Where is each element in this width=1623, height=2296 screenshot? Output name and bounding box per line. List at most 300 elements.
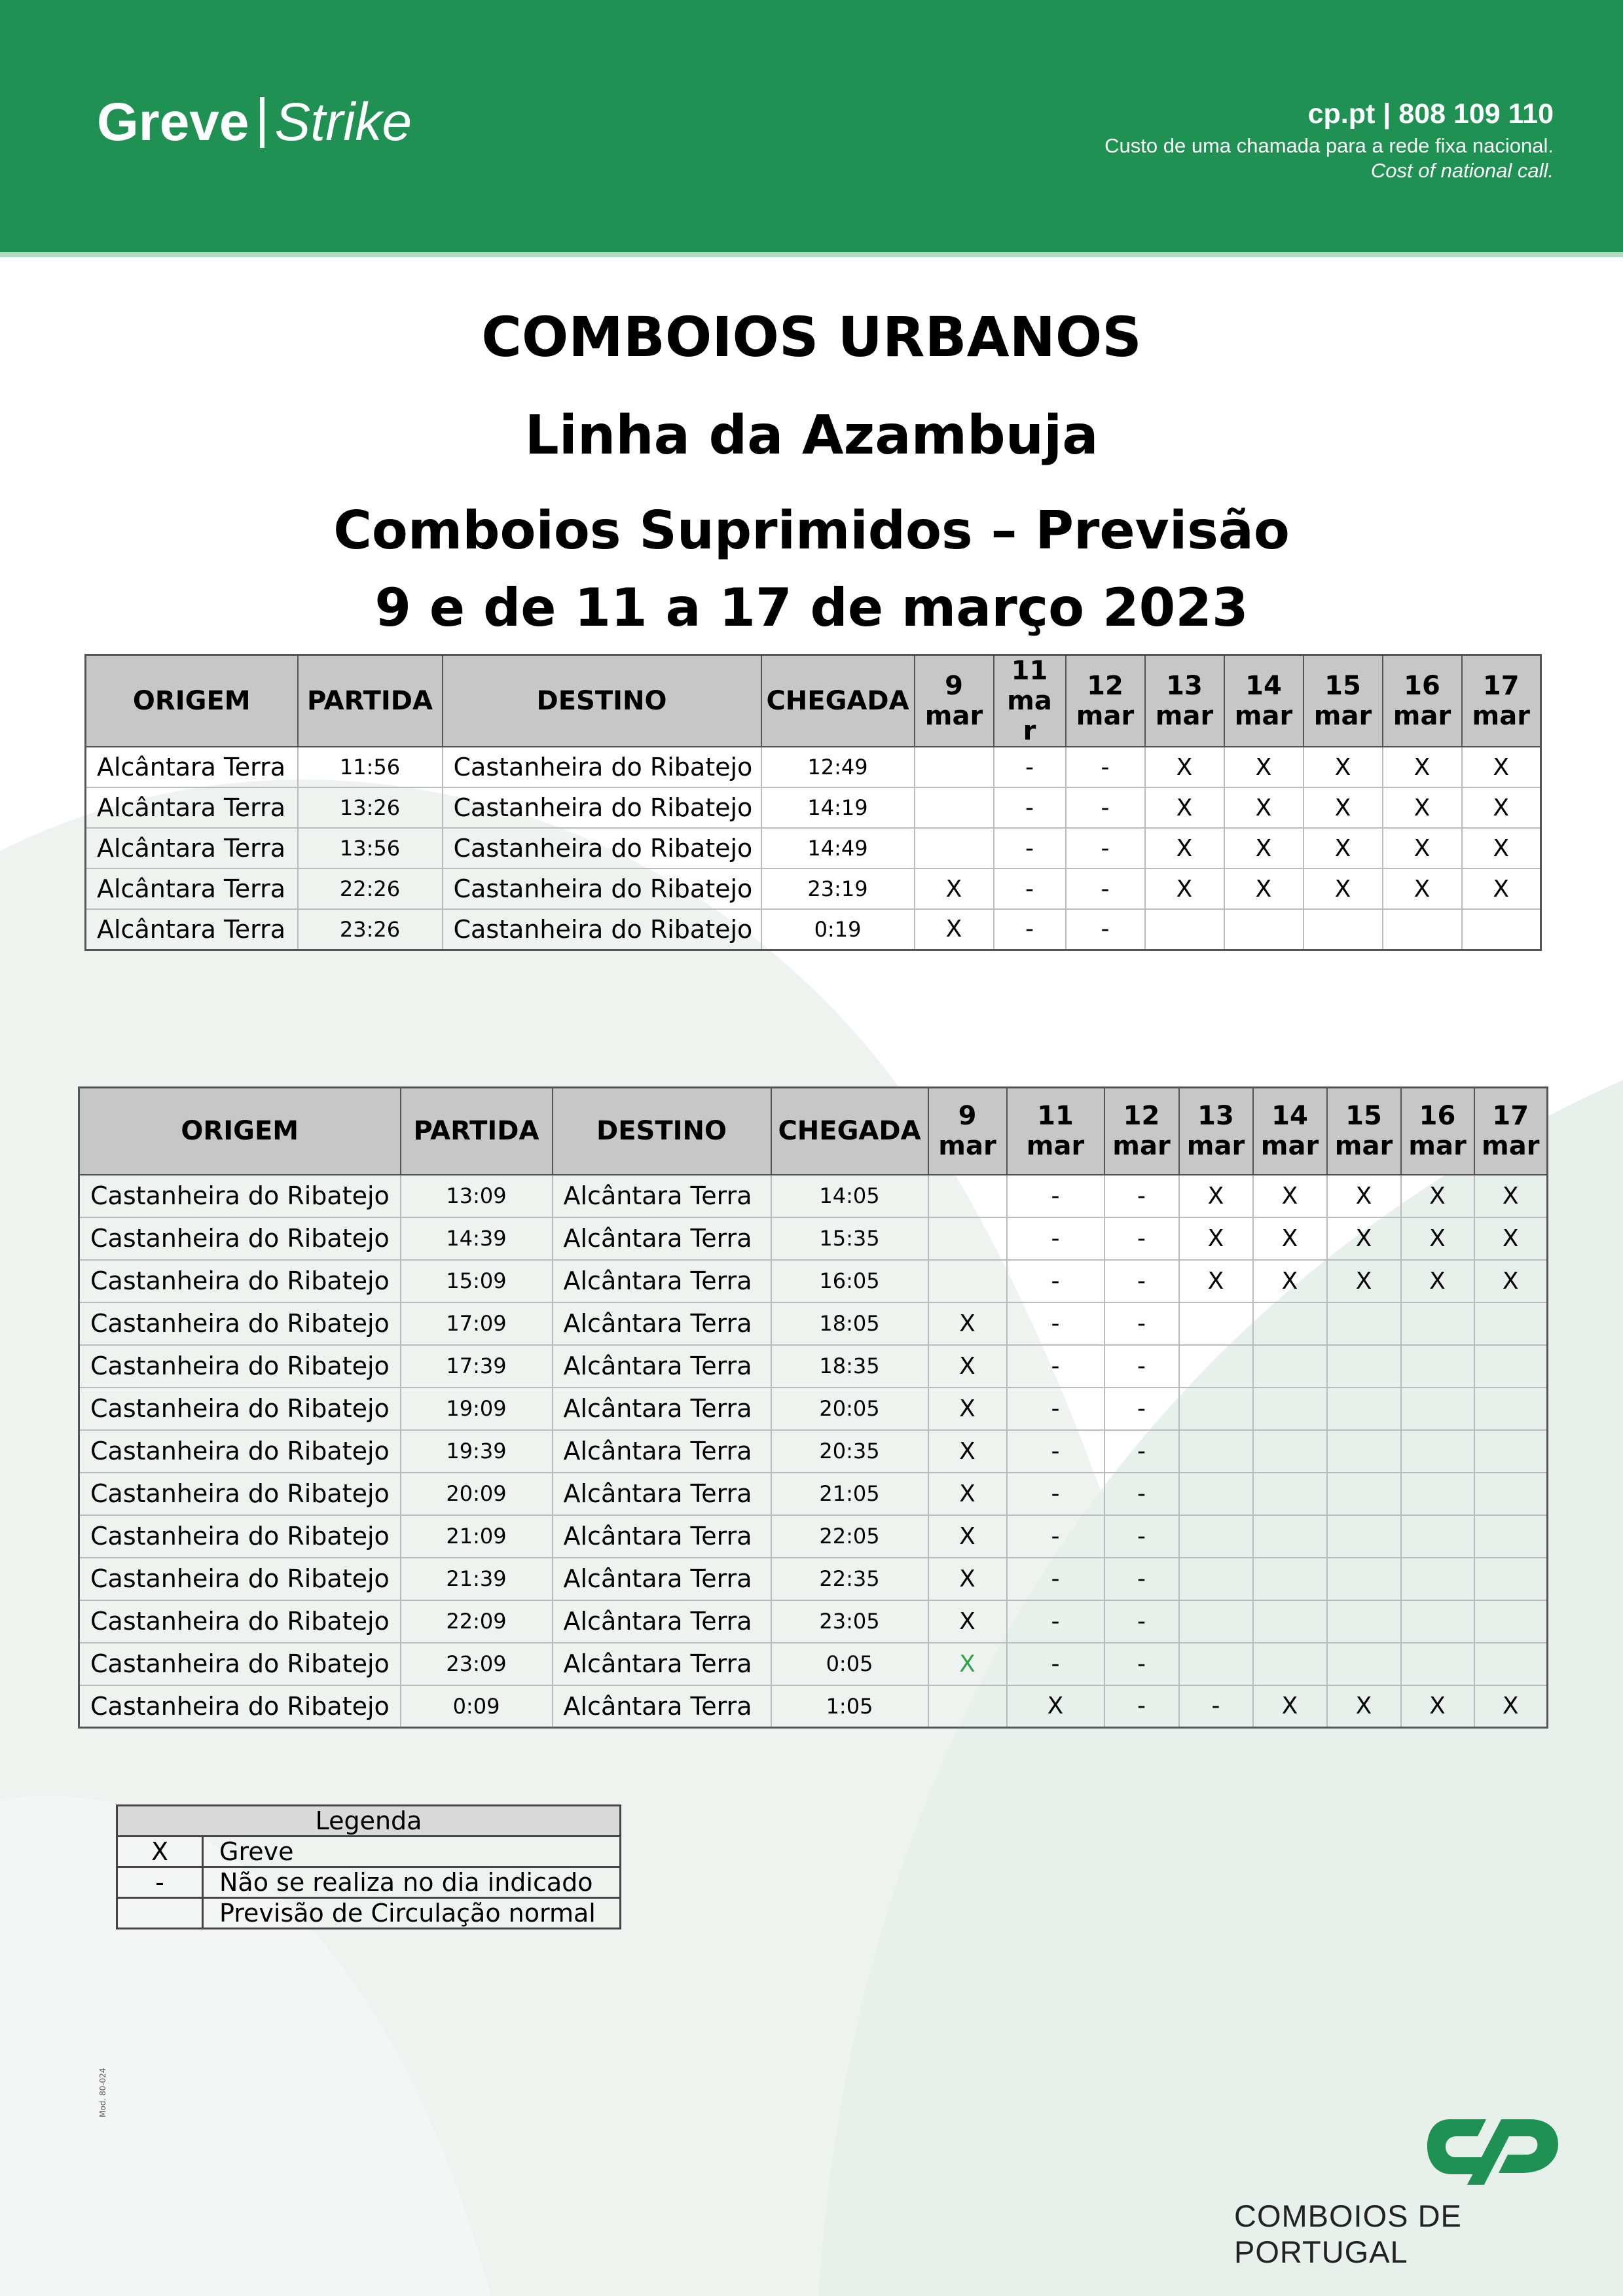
brand-separator bbox=[260, 97, 264, 148]
header-day bbox=[1007, 1088, 1104, 1175]
day-status-cell bbox=[1253, 1643, 1327, 1685]
day-status-cell: - bbox=[1104, 1175, 1179, 1217]
departure-cell: 13:26 bbox=[298, 787, 443, 828]
day-status-cell: X bbox=[1327, 1685, 1401, 1728]
legend-row bbox=[117, 1837, 621, 1867]
day-status-cell: X bbox=[1401, 1217, 1474, 1260]
day-status-cell: - bbox=[1066, 828, 1145, 869]
day-month: mar bbox=[1076, 701, 1135, 731]
legend-symbol: X bbox=[117, 1837, 203, 1867]
header-destino: DESTINO bbox=[443, 655, 761, 747]
arrival-cell: 20:05 bbox=[771, 1388, 928, 1430]
day-status-cell: X bbox=[1401, 1260, 1474, 1302]
day-status-cell: X bbox=[1007, 1685, 1104, 1728]
day-month: mar bbox=[1026, 1131, 1085, 1162]
day-status-cell bbox=[928, 1260, 1007, 1302]
day-status-cell: - bbox=[1179, 1685, 1253, 1728]
table-row bbox=[79, 1302, 1548, 1345]
destination-cell: Alcântara Terra bbox=[553, 1643, 771, 1685]
day-status-cell: - bbox=[1007, 1175, 1104, 1217]
day-number: 15 bbox=[1345, 1101, 1382, 1132]
table-row bbox=[86, 909, 1541, 950]
origin-cell: Castanheira do Ribatejo bbox=[79, 1217, 401, 1260]
day-status-cell: - bbox=[1066, 787, 1145, 828]
day-status-cell bbox=[1327, 1515, 1401, 1558]
arrival-cell: 21:05 bbox=[771, 1473, 928, 1515]
day-status-cell bbox=[1327, 1473, 1401, 1515]
day-status-cell: - bbox=[1007, 1430, 1104, 1473]
day-month-wrap: r bbox=[1023, 716, 1036, 746]
origin-cell: Alcântara Terra bbox=[86, 828, 298, 869]
arrival-cell: 16:05 bbox=[771, 1260, 928, 1302]
day-status-cell: X bbox=[1462, 869, 1541, 909]
table-row bbox=[79, 1217, 1548, 1260]
day-status-cell: - bbox=[994, 869, 1066, 909]
origin-cell: Castanheira do Ribatejo bbox=[79, 1558, 401, 1600]
origin-cell: Castanheira do Ribatejo bbox=[79, 1175, 401, 1217]
table-row bbox=[79, 1685, 1548, 1728]
legend-row bbox=[117, 1898, 621, 1929]
header-chegada: CHEGADA bbox=[761, 655, 915, 747]
day-status-cell: X bbox=[1401, 1685, 1474, 1728]
day-status-cell bbox=[928, 1175, 1007, 1217]
arrival-cell: 15:35 bbox=[771, 1217, 928, 1260]
destination-cell: Alcântara Terra bbox=[553, 1558, 771, 1600]
day-status-cell bbox=[1327, 1430, 1401, 1473]
cp-logo-icon bbox=[1424, 2114, 1561, 2186]
day-status-cell: X bbox=[1462, 828, 1541, 869]
day-month: mar bbox=[1112, 1131, 1171, 1162]
day-number: 13 bbox=[1166, 671, 1203, 701]
day-status-cell: X bbox=[928, 1302, 1007, 1345]
day-month: mar bbox=[1260, 1131, 1319, 1162]
day-status-cell bbox=[1474, 1643, 1548, 1685]
day-status-cell: - bbox=[1104, 1217, 1179, 1260]
day-status-cell bbox=[1327, 1388, 1401, 1430]
day-month: mar bbox=[1186, 1131, 1245, 1162]
table-row bbox=[79, 1600, 1548, 1643]
origin-cell: Alcântara Terra bbox=[86, 747, 298, 787]
day-status-cell: X bbox=[1145, 828, 1224, 869]
origin-cell: Castanheira do Ribatejo bbox=[79, 1260, 401, 1302]
table-row bbox=[79, 1643, 1548, 1685]
day-status-cell: X bbox=[1327, 1260, 1401, 1302]
day-number: 9 bbox=[945, 671, 963, 701]
destination-cell: Alcântara Terra bbox=[553, 1302, 771, 1345]
day-status-cell: X bbox=[928, 1515, 1007, 1558]
header-day bbox=[915, 655, 994, 747]
destination-cell: Alcântara Terra bbox=[553, 1217, 771, 1260]
day-status-cell: X bbox=[1474, 1685, 1548, 1728]
day-status-cell bbox=[1327, 1345, 1401, 1388]
table-row bbox=[79, 1473, 1548, 1515]
destination-cell: Castanheira do Ribatejo bbox=[443, 909, 761, 950]
day-status-cell: X bbox=[1383, 787, 1462, 828]
arrival-cell: 23:19 bbox=[761, 869, 915, 909]
day-status-cell: X bbox=[1253, 1217, 1327, 1260]
table-row bbox=[86, 828, 1541, 869]
day-number: 11 bbox=[1037, 1101, 1074, 1132]
header-day bbox=[1327, 1088, 1401, 1175]
day-status-cell bbox=[1179, 1558, 1253, 1600]
header-partida: PARTIDA bbox=[401, 1088, 553, 1175]
day-status-cell: X bbox=[928, 1388, 1007, 1430]
line-title: Linha da Azambuja bbox=[524, 404, 1099, 467]
day-status-cell: X bbox=[1224, 747, 1304, 787]
day-number: 14 bbox=[1271, 1101, 1308, 1132]
departure-cell: 14:39 bbox=[401, 1217, 553, 1260]
table-row bbox=[79, 1175, 1548, 1217]
day-status-cell: - bbox=[1104, 1515, 1179, 1558]
day-month: mar bbox=[938, 1131, 996, 1162]
day-status-cell bbox=[928, 1685, 1007, 1728]
legend-desc: Não se realiza no dia indicado bbox=[203, 1867, 621, 1898]
day-status-cell bbox=[1253, 1345, 1327, 1388]
day-status-cell: - bbox=[1007, 1600, 1104, 1643]
header-day bbox=[1224, 655, 1304, 747]
day-status-cell: - bbox=[1007, 1473, 1104, 1515]
day-status-cell bbox=[1304, 909, 1383, 950]
schedule-table-outbound bbox=[84, 654, 1542, 951]
day-status-cell: - bbox=[1104, 1345, 1179, 1388]
departure-cell: 11:56 bbox=[298, 747, 443, 787]
day-status-cell bbox=[1401, 1345, 1474, 1388]
origin-cell: Castanheira do Ribatejo bbox=[79, 1473, 401, 1515]
day-status-cell bbox=[915, 747, 994, 787]
table-row bbox=[79, 1430, 1548, 1473]
legend-title: Legenda bbox=[117, 1806, 621, 1837]
arrival-cell: 0:19 bbox=[761, 909, 915, 950]
header-day bbox=[994, 655, 1066, 747]
day-status-cell: - bbox=[994, 828, 1066, 869]
day-status-cell bbox=[1401, 1302, 1474, 1345]
day-status-cell bbox=[1253, 1600, 1327, 1643]
contact-line: cp.pt | 808 109 110 bbox=[1307, 98, 1554, 130]
destination-cell: Castanheira do Ribatejo bbox=[443, 747, 761, 787]
day-status-cell bbox=[1474, 1345, 1548, 1388]
table-row bbox=[79, 1515, 1548, 1558]
departure-cell: 13:56 bbox=[298, 828, 443, 869]
day-status-cell: X bbox=[915, 909, 994, 950]
day-number: 9 bbox=[958, 1101, 977, 1132]
day-status-cell: - bbox=[1007, 1515, 1104, 1558]
day-status-cell: X bbox=[1179, 1217, 1253, 1260]
header-day bbox=[1104, 1088, 1179, 1175]
day-status-cell bbox=[1401, 1515, 1474, 1558]
header-destino: DESTINO bbox=[553, 1088, 771, 1175]
day-status-cell bbox=[1179, 1430, 1253, 1473]
origin-cell: Castanheira do Ribatejo bbox=[79, 1600, 401, 1643]
legend-symbol bbox=[117, 1898, 203, 1929]
day-month: ma bbox=[1007, 686, 1052, 716]
day-number: 12 bbox=[1087, 671, 1123, 701]
day-status-cell: X bbox=[928, 1600, 1007, 1643]
day-status-cell: X bbox=[1304, 869, 1383, 909]
table-row bbox=[79, 1345, 1548, 1388]
departure-cell: 17:09 bbox=[401, 1302, 553, 1345]
table-row bbox=[86, 787, 1541, 828]
day-status-cell bbox=[1474, 1515, 1548, 1558]
header-day bbox=[928, 1088, 1007, 1175]
date-range: 9 e de 11 a 17 de março 2023 bbox=[374, 577, 1249, 638]
day-status-cell: X bbox=[1327, 1217, 1401, 1260]
day-status-cell bbox=[1474, 1388, 1548, 1430]
day-status-cell: X bbox=[1383, 828, 1462, 869]
departure-cell: 0:09 bbox=[401, 1685, 553, 1728]
day-status-cell: - bbox=[1104, 1430, 1179, 1473]
day-status-cell: X bbox=[1145, 869, 1224, 909]
day-month: mar bbox=[924, 701, 983, 731]
day-status-cell bbox=[1179, 1388, 1253, 1430]
subtitle: Comboios Suprimidos – Previsão bbox=[333, 500, 1290, 561]
day-status-cell: - bbox=[1104, 1643, 1179, 1685]
header-underline bbox=[0, 252, 1623, 257]
day-status-cell bbox=[1179, 1515, 1253, 1558]
day-status-cell: X bbox=[1224, 787, 1304, 828]
day-number: 11 bbox=[1011, 656, 1048, 686]
day-status-cell: X bbox=[928, 1643, 1007, 1685]
table-row bbox=[79, 1388, 1548, 1430]
origin-cell: Alcântara Terra bbox=[86, 787, 298, 828]
destination-cell: Alcântara Terra bbox=[553, 1473, 771, 1515]
header-origem: ORIGEM bbox=[86, 655, 298, 747]
origin-cell: Castanheira do Ribatejo bbox=[79, 1515, 401, 1558]
arrival-cell: 14:05 bbox=[771, 1175, 928, 1217]
destination-cell: Alcântara Terra bbox=[553, 1515, 771, 1558]
day-status-cell: X bbox=[928, 1473, 1007, 1515]
day-status-cell: X bbox=[1304, 787, 1383, 828]
day-status-cell bbox=[1327, 1643, 1401, 1685]
header-chegada: CHEGADA bbox=[771, 1088, 928, 1175]
day-status-cell bbox=[915, 787, 994, 828]
legend-desc: Previsão de Circulação normal bbox=[203, 1898, 621, 1929]
arrival-cell: 22:05 bbox=[771, 1515, 928, 1558]
day-status-cell bbox=[1179, 1302, 1253, 1345]
departure-cell: 21:39 bbox=[401, 1558, 553, 1600]
departure-cell: 23:09 bbox=[401, 1643, 553, 1685]
day-status-cell bbox=[915, 828, 994, 869]
header-day bbox=[1304, 655, 1383, 747]
table-row bbox=[86, 747, 1541, 787]
day-status-cell: X bbox=[1224, 828, 1304, 869]
day-status-cell bbox=[1474, 1473, 1548, 1515]
origin-cell: Castanheira do Ribatejo bbox=[79, 1685, 401, 1728]
day-status-cell bbox=[1224, 909, 1304, 950]
day-status-cell: - bbox=[1007, 1260, 1104, 1302]
day-number: 12 bbox=[1123, 1101, 1160, 1132]
day-status-cell bbox=[1401, 1643, 1474, 1685]
header-day bbox=[1383, 655, 1462, 747]
table-row bbox=[86, 869, 1541, 909]
form-code: Mod. 80-024 bbox=[98, 2068, 107, 2117]
header-day bbox=[1179, 1088, 1253, 1175]
destination-cell: Alcântara Terra bbox=[553, 1175, 771, 1217]
departure-cell: 19:39 bbox=[401, 1430, 553, 1473]
cost-note-pt: Custo de uma chamada para a rede fixa nacional. bbox=[1104, 134, 1554, 157]
day-status-cell bbox=[928, 1217, 1007, 1260]
day-number: 17 bbox=[1482, 671, 1520, 701]
day-status-cell: - bbox=[1007, 1388, 1104, 1430]
day-status-cell bbox=[1253, 1302, 1327, 1345]
day-number: 16 bbox=[1404, 671, 1440, 701]
day-status-cell bbox=[1253, 1473, 1327, 1515]
destination-cell: Alcântara Terra bbox=[553, 1600, 771, 1643]
origin-cell: Castanheira do Ribatejo bbox=[79, 1430, 401, 1473]
day-number: 15 bbox=[1324, 671, 1361, 701]
day-status-cell: - bbox=[1066, 909, 1145, 950]
arrival-cell: 18:35 bbox=[771, 1345, 928, 1388]
day-status-cell bbox=[1401, 1430, 1474, 1473]
departure-cell: 20:09 bbox=[401, 1473, 553, 1515]
day-status-cell: - bbox=[1104, 1388, 1179, 1430]
day-status-cell: - bbox=[1066, 869, 1145, 909]
day-status-cell: X bbox=[1474, 1260, 1548, 1302]
destination-cell: Castanheira do Ribatejo bbox=[443, 828, 761, 869]
day-status-cell bbox=[1327, 1558, 1401, 1600]
arrival-cell: 14:49 bbox=[761, 828, 915, 869]
day-status-cell: X bbox=[1327, 1175, 1401, 1217]
day-month: mar bbox=[1155, 701, 1214, 731]
legend-symbol: - bbox=[117, 1867, 203, 1898]
origin-cell: Castanheira do Ribatejo bbox=[79, 1388, 401, 1430]
table-row bbox=[79, 1260, 1548, 1302]
table-header-row bbox=[79, 1088, 1548, 1175]
day-status-cell: - bbox=[1007, 1217, 1104, 1260]
day-status-cell bbox=[1179, 1600, 1253, 1643]
day-status-cell bbox=[1474, 1558, 1548, 1600]
day-status-cell: - bbox=[1104, 1473, 1179, 1515]
day-status-cell: X bbox=[1145, 747, 1224, 787]
day-status-cell: X bbox=[1253, 1685, 1327, 1728]
header-day bbox=[1462, 655, 1541, 747]
day-status-cell: - bbox=[1104, 1558, 1179, 1600]
day-status-cell: - bbox=[1104, 1302, 1179, 1345]
day-status-cell: X bbox=[1253, 1260, 1327, 1302]
day-status-cell bbox=[1474, 1600, 1548, 1643]
day-status-cell: X bbox=[1474, 1175, 1548, 1217]
departure-cell: 22:09 bbox=[401, 1600, 553, 1643]
arrival-cell: 23:05 bbox=[771, 1600, 928, 1643]
day-number: 16 bbox=[1419, 1101, 1456, 1132]
legend-row bbox=[117, 1867, 621, 1898]
day-status-cell: X bbox=[1401, 1175, 1474, 1217]
departure-cell: 22:26 bbox=[298, 869, 443, 909]
day-status-cell: X bbox=[1179, 1260, 1253, 1302]
day-status-cell: X bbox=[1462, 747, 1541, 787]
day-status-cell bbox=[1179, 1643, 1253, 1685]
header-day bbox=[1474, 1088, 1548, 1175]
day-month: mar bbox=[1334, 1131, 1393, 1162]
arrival-cell: 14:19 bbox=[761, 787, 915, 828]
day-month: mar bbox=[1393, 701, 1451, 731]
day-status-cell: - bbox=[1104, 1685, 1179, 1728]
cost-note-en: Cost of national call. bbox=[1370, 159, 1554, 182]
day-status-cell: X bbox=[1253, 1175, 1327, 1217]
origin-cell: Castanheira do Ribatejo bbox=[79, 1345, 401, 1388]
day-status-cell: - bbox=[1007, 1345, 1104, 1388]
day-status-cell bbox=[1327, 1302, 1401, 1345]
day-number: 13 bbox=[1197, 1101, 1234, 1132]
schedule-table-return bbox=[78, 1086, 1548, 1729]
day-status-cell: - bbox=[994, 787, 1066, 828]
day-status-cell bbox=[1401, 1600, 1474, 1643]
day-number: 17 bbox=[1492, 1101, 1529, 1132]
day-status-cell: - bbox=[1007, 1302, 1104, 1345]
destination-cell: Alcântara Terra bbox=[553, 1260, 771, 1302]
day-status-cell: - bbox=[1007, 1558, 1104, 1600]
day-status-cell bbox=[1383, 909, 1462, 950]
destination-cell: Alcântara Terra bbox=[553, 1388, 771, 1430]
day-status-cell: - bbox=[1007, 1643, 1104, 1685]
departure-cell: 19:09 bbox=[401, 1388, 553, 1430]
brand-left: Greve bbox=[97, 92, 249, 152]
day-status-cell bbox=[1462, 909, 1541, 950]
day-status-cell: X bbox=[928, 1558, 1007, 1600]
header-day bbox=[1253, 1088, 1327, 1175]
destination-cell: Castanheira do Ribatejo bbox=[443, 787, 761, 828]
day-status-cell bbox=[1327, 1600, 1401, 1643]
origin-cell: Castanheira do Ribatejo bbox=[79, 1643, 401, 1685]
day-status-cell: X bbox=[1304, 747, 1383, 787]
brand-right: Strike bbox=[274, 92, 412, 152]
destination-cell: Alcântara Terra bbox=[553, 1345, 771, 1388]
arrival-cell: 1:05 bbox=[771, 1685, 928, 1728]
day-month: mar bbox=[1313, 701, 1372, 731]
day-status-cell: X bbox=[1383, 747, 1462, 787]
day-status-cell bbox=[1253, 1388, 1327, 1430]
destination-cell: Alcântara Terra bbox=[553, 1430, 771, 1473]
day-status-cell bbox=[1474, 1430, 1548, 1473]
day-status-cell: - bbox=[1066, 747, 1145, 787]
departure-cell: 15:09 bbox=[401, 1260, 553, 1302]
day-status-cell: X bbox=[1304, 828, 1383, 869]
origin-cell: Alcântara Terra bbox=[86, 909, 298, 950]
table-header-row bbox=[86, 655, 1541, 747]
destination-cell: Castanheira do Ribatejo bbox=[443, 869, 761, 909]
departure-cell: 17:39 bbox=[401, 1345, 553, 1388]
day-status-cell bbox=[1253, 1558, 1327, 1600]
departure-cell: 21:09 bbox=[401, 1515, 553, 1558]
arrival-cell: 22:35 bbox=[771, 1558, 928, 1600]
header-day bbox=[1145, 655, 1224, 747]
contact-info bbox=[1104, 98, 1554, 183]
legend-desc: Greve bbox=[203, 1837, 621, 1867]
arrival-cell: 20:35 bbox=[771, 1430, 928, 1473]
day-status-cell: X bbox=[1179, 1175, 1253, 1217]
day-status-cell bbox=[1474, 1302, 1548, 1345]
day-status-cell bbox=[1401, 1558, 1474, 1600]
day-status-cell: X bbox=[1145, 787, 1224, 828]
departure-cell: 13:09 bbox=[401, 1175, 553, 1217]
day-status-cell bbox=[1253, 1515, 1327, 1558]
day-month: mar bbox=[1234, 701, 1293, 731]
day-status-cell: X bbox=[928, 1345, 1007, 1388]
day-status-cell: X bbox=[1224, 869, 1304, 909]
header-origem: ORIGEM bbox=[79, 1088, 401, 1175]
day-status-cell: - bbox=[994, 747, 1066, 787]
day-status-cell: X bbox=[928, 1430, 1007, 1473]
page-title: COMBOIOS URBANOS bbox=[481, 305, 1142, 369]
day-month: mar bbox=[1482, 1131, 1540, 1162]
day-month: mar bbox=[1408, 1131, 1467, 1162]
arrival-cell: 12:49 bbox=[761, 747, 915, 787]
header-partida: PARTIDA bbox=[298, 655, 443, 747]
day-status-cell: - bbox=[1104, 1600, 1179, 1643]
day-status-cell bbox=[1253, 1430, 1327, 1473]
day-status-cell: X bbox=[915, 869, 994, 909]
table-row bbox=[79, 1558, 1548, 1600]
departure-cell: 23:26 bbox=[298, 909, 443, 950]
